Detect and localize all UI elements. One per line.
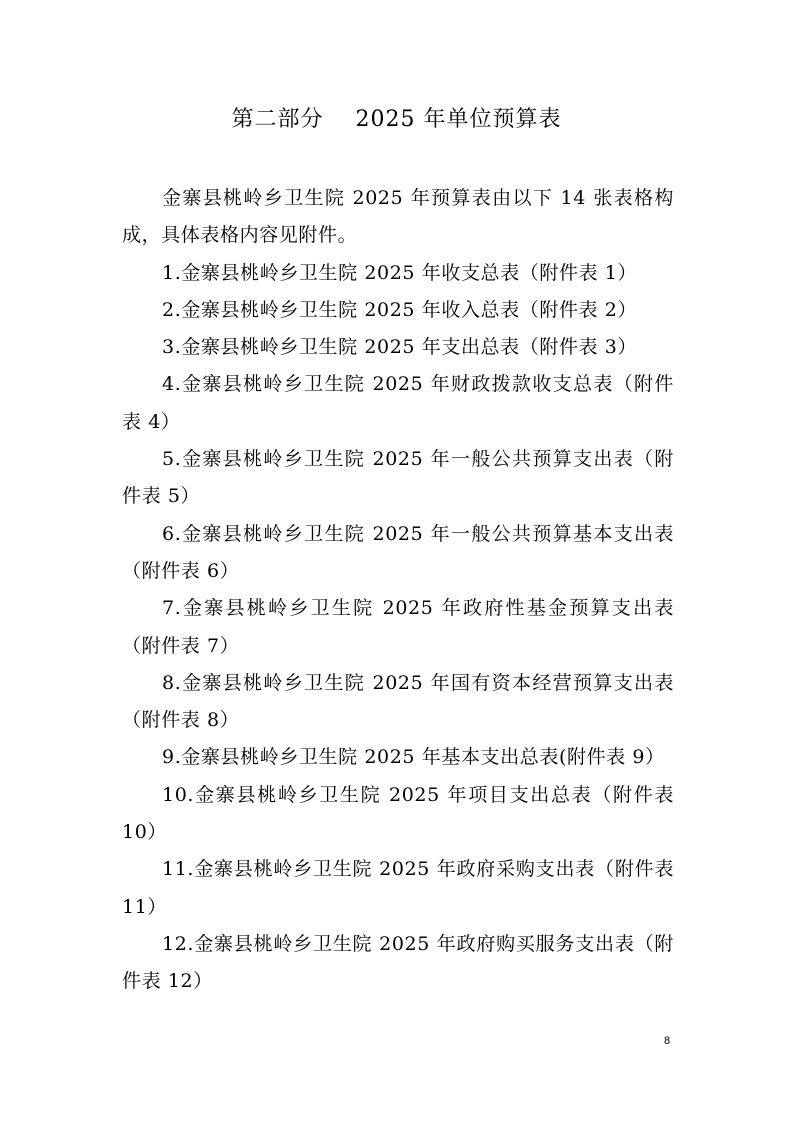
list-item: 3.金寨县桃岭乡卫生院 2025 年支出总表（附件表 3） — [162, 336, 638, 359]
page-number: 8 — [664, 1035, 671, 1047]
list-item: 1.金寨县桃岭乡卫生院 2025 年收支总表（附件表 1） — [162, 261, 638, 284]
list-item: 5.金寨县桃岭乡卫生院 2025 年一般公共预算支出表（附件表 5） — [122, 448, 674, 508]
document-body — [122, 180, 674, 1001]
list-item: 2.金寨县桃岭乡卫生院 2025 年收入总表（附件表 2） — [162, 298, 638, 321]
list-item: 11.金寨县桃岭乡卫生院 2025 年政府采购支出表（附件表 11） — [122, 858, 674, 918]
list-item: 10.金寨县桃岭乡卫生院 2025 年项目支出总表（附件表 10） — [122, 783, 674, 844]
intro-paragraph: 金寨县桃岭乡卫生院 2025 年预算表由以下 14 张表格构成，具体表格内容见附件。 — [122, 187, 674, 247]
list-item: 12.金寨县桃岭乡卫生院 2025 年政府购买服务支出表（附件表 12） — [122, 932, 674, 993]
list-item: 4.金寨县桃岭乡卫生院 2025 年财政拨款收支总表（附件表 4） — [122, 373, 674, 433]
list-item: 9.金寨县桃岭乡卫生院 2025 年基本支出总表(附件表 9） — [162, 746, 665, 769]
list-item: 6.金寨县桃岭乡卫生院 2025 年一般公共预算基本支出表（附件表 6） — [122, 522, 674, 582]
list-item: 7.金寨县桃岭乡卫生院 2025 年政府性基金预算支出表（附件表 7） — [122, 597, 674, 657]
list-item: 8.金寨县桃岭乡卫生院 2025 年国有资本经营预算支出表（附件表 8） — [122, 671, 674, 732]
page-title: 第二部分 2025 年单位预算表 — [231, 107, 562, 132]
